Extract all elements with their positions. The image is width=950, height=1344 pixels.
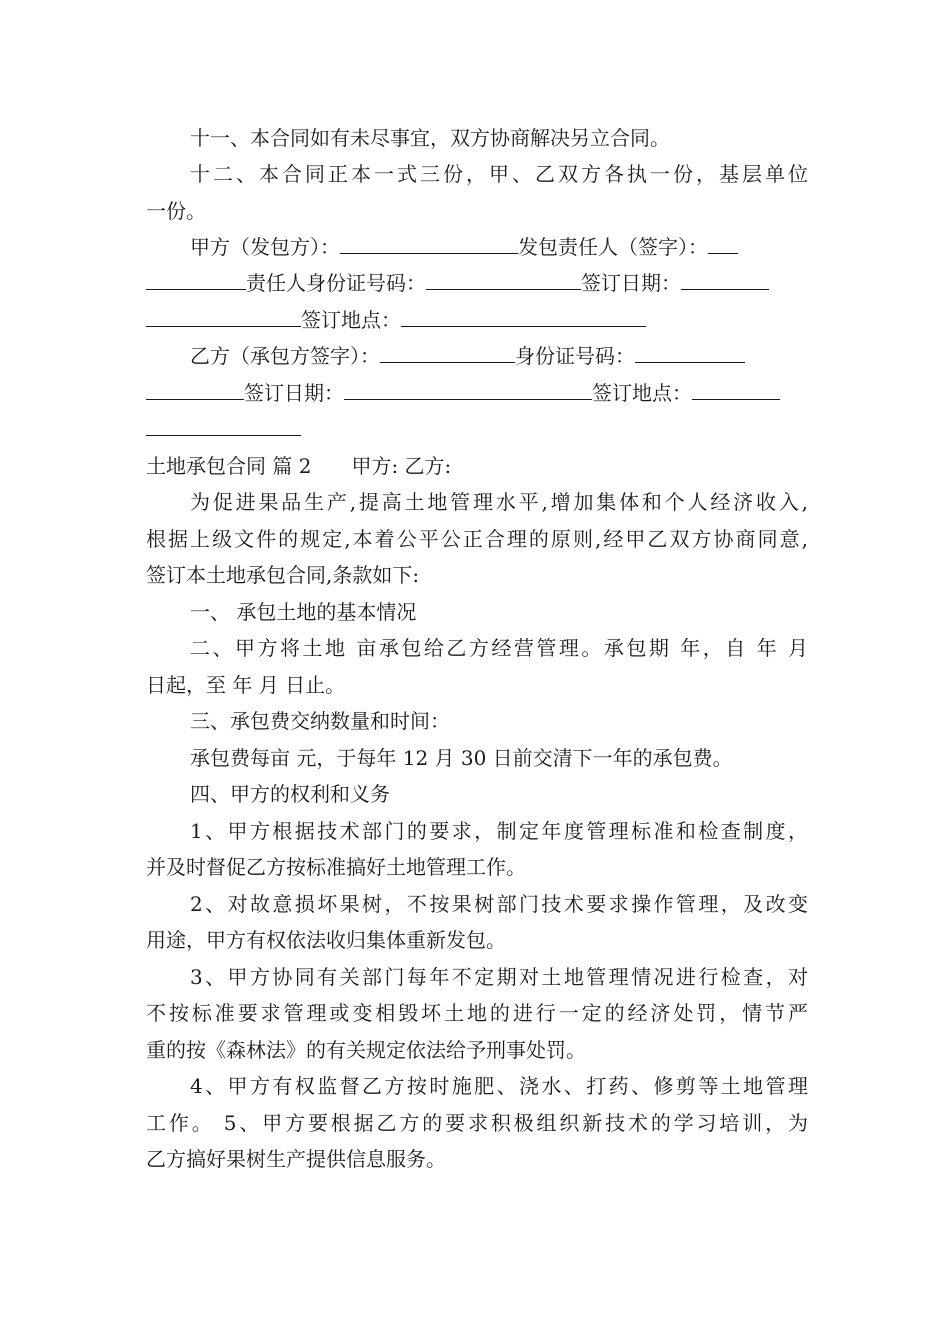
item-1: 1、甲方根据技术部门的要求，制定年度管理标准和检查制度， xyxy=(190,819,808,843)
item-3: 3、甲方协同有关部门每年不定期对土地管理情况进行检查，对 xyxy=(190,965,808,989)
intro-para-1: 为促进果品生产,提高土地管理水平,增加集体和个人经济收入, xyxy=(190,490,808,514)
blank-line xyxy=(635,343,745,363)
sign-date-label: 签订日期： xyxy=(581,271,681,295)
party-a-line-2 xyxy=(146,269,808,297)
blank-line xyxy=(380,343,515,363)
party-b-id-label: 身份证号码： xyxy=(515,344,635,368)
clause-3-heading: 三、承包费交纳数量和时间： xyxy=(190,709,450,733)
item-3-cont-2: 重的按《森林法》的有关规定依法给予刑事处罚。 xyxy=(146,1038,586,1062)
clause-2: 二、甲方将土地 亩承包给乙方经营管理。承包期 年，自 年 月 xyxy=(190,636,808,660)
party-a-label: 甲方（发包方）： xyxy=(190,235,340,259)
intro-para-2: 根据上级文件的规定,本着公平公正合理的原则,经甲乙双方协商同意, xyxy=(146,527,808,551)
clause-4-heading: 四、甲方的权利和义务 xyxy=(190,782,390,806)
blank-line xyxy=(344,380,592,400)
blank-line xyxy=(708,234,738,254)
clause-1-heading: 一、 承包土地的基本情况 xyxy=(190,600,417,624)
blank-line xyxy=(692,380,780,400)
item-4: 4、甲方有权监督乙方按时施肥、浇水、打药、修剪等土地管理 xyxy=(190,1074,808,1098)
item-5-cont: 乙方搞好果树生产提供信息服务。 xyxy=(146,1147,446,1171)
party-b-place-label: 签订地点： xyxy=(592,381,692,405)
intro-para-3: 签订本土地承包合同,条款如下: xyxy=(146,563,420,587)
sign-place-label: 签订地点： xyxy=(301,308,401,332)
item-2: 2、对故意损坏果树，不按果树部门技术要求操作管理，及改变 xyxy=(190,892,808,916)
blank-line xyxy=(146,380,244,400)
blank-line xyxy=(146,307,301,327)
party-b-line-3 xyxy=(146,415,808,443)
blank-line xyxy=(146,416,301,436)
blank-line xyxy=(401,307,646,327)
item-1-cont: 并及时督促乙方按标准搞好土地管理工作。 xyxy=(146,855,526,879)
id-number-label: 责任人身份证号码： xyxy=(246,271,426,295)
item-3-cont: 不按标准要求管理或变相毁坏土地的进行一定的经济处罚，情节严 xyxy=(146,1001,808,1025)
contractor-responsible-label: 发包责任人（签字）： xyxy=(518,235,708,259)
blank-line xyxy=(426,270,581,290)
blank-line xyxy=(681,270,769,290)
clause-3-body: 承包费每亩 元，于每年 12 月 30 日前交清下一年的承包费。 xyxy=(190,746,733,770)
item-2-cont: 用途，甲方有权依法收归集体重新发包。 xyxy=(146,928,506,952)
party-b-label: 乙方（承包方签字）： xyxy=(190,344,380,368)
section-title: 土地承包合同 篇 2 甲方: 乙方: xyxy=(146,454,452,478)
clause-2-cont: 日起，至 年 月 日止。 xyxy=(146,673,346,697)
clause-12: 十二、本合同正本一式三份，甲、乙双方各执一份，基层单位 xyxy=(190,162,808,186)
clause-11: 十一、本合同如有未尽事宜，双方协商解决另立合同。 xyxy=(190,126,670,150)
item-4-5: 工作。 5、甲方要根据乙方的要求积极组织新技术的学习培训，为 xyxy=(146,1111,808,1135)
party-b-line xyxy=(190,342,808,370)
clause-12-cont: 一份。 xyxy=(146,199,206,223)
blank-line xyxy=(146,270,246,290)
party-a-line xyxy=(190,233,808,261)
party-a-line-3 xyxy=(146,306,808,334)
party-b-line-2 xyxy=(146,379,808,407)
blank-line xyxy=(340,234,518,254)
party-b-date-label: 签订日期： xyxy=(244,381,344,405)
